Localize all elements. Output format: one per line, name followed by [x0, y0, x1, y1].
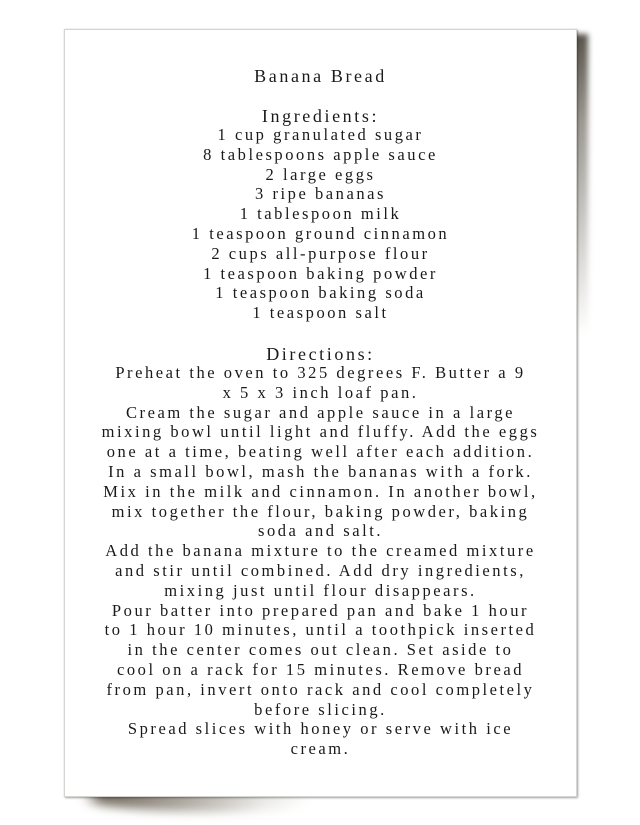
direction-line: mix together the flour, baking powder, baking	[111, 501, 530, 521]
ingredients-list	[65, 125, 576, 323]
direction-line: mixing bowl until light and fluffy. Add the eggs	[101, 422, 540, 442]
direction-line: x 5 x 3 inch loaf pan.	[222, 382, 419, 402]
direction-line: Spread slices with honey or serve with ice	[127, 719, 514, 739]
ingredient-item: 1 teaspoon baking soda	[215, 283, 426, 303]
direction-line: in the center comes out clean. Set aside to	[127, 640, 514, 660]
direction-line: cream.	[290, 739, 351, 759]
ingredient-item: 2 cups all-purpose flour	[211, 243, 430, 263]
recipe-card	[64, 29, 577, 797]
ingredient-item: 8 tablespoons apple sauce	[203, 144, 438, 164]
direction-line: Mix in the milk and cinnamon. In another bowl,	[103, 481, 538, 501]
directions-text	[65, 363, 576, 759]
direction-line: cool on a rack for 15 minutes. Remove bread	[116, 659, 524, 679]
direction-line: from pan, invert onto rack and cool completely	[106, 679, 535, 699]
ingredient-item: 1 cup granulated sugar	[217, 125, 424, 144]
direction-line: soda and salt.	[257, 521, 384, 541]
recipe-title: Banana Bread	[254, 66, 387, 86]
direction-line: Add the banana mixture to the creamed mixture	[105, 541, 536, 561]
direction-line: to 1 hour 10 minutes, until a toothpick inserted	[104, 620, 537, 640]
direction-line: before slicing.	[254, 699, 387, 719]
direction-line: and stir until combined. Add dry ingredients,	[115, 560, 526, 580]
ingredient-item: 1 tablespoon milk	[239, 204, 402, 224]
direction-line: mixing just until flour disappears.	[164, 580, 477, 600]
ingredient-item: 3 ripe bananas	[255, 184, 386, 204]
ingredient-item: 1 teaspoon salt	[252, 303, 389, 323]
direction-line: Cream the sugar and apple sauce in a large	[125, 402, 515, 422]
direction-line: Pour batter into prepared pan and bake 1 hour	[111, 600, 530, 620]
ingredients-heading: Ingredients:	[261, 106, 380, 126]
direction-line: In a small bowl, mash the bananas with a fork.	[108, 461, 533, 481]
direction-line: one at a time, beating well after each addition.	[106, 442, 535, 462]
direction-line: Preheat the oven to 325 degrees F. Butter a 9	[115, 363, 526, 382]
ingredient-item: 1 teaspoon ground cinnamon	[191, 223, 450, 243]
directions-heading: Directions:	[266, 344, 375, 364]
ingredient-item: 1 teaspoon baking powder	[203, 263, 438, 283]
ingredient-item: 2 large eggs	[265, 164, 376, 184]
